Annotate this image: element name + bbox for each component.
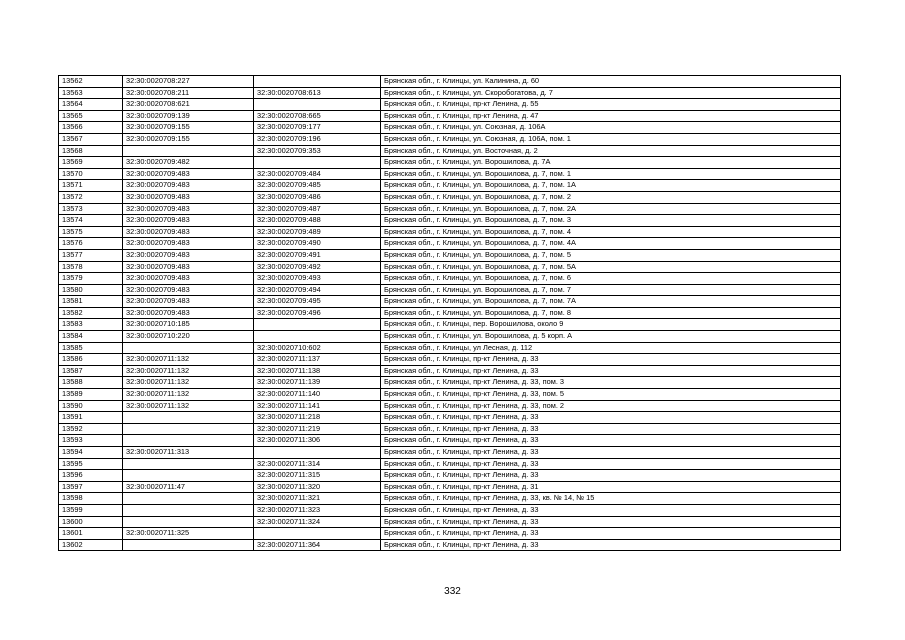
parcel-number-cell: 32:30:0020711:132	[123, 389, 254, 401]
table-row	[59, 87, 841, 99]
parcel-number-cell	[123, 470, 254, 482]
object-number-cell: 32:30:0020709:487	[254, 203, 381, 215]
parcel-number-cell: 32:30:0020710:185	[123, 319, 254, 331]
row-number-cell: 13595	[59, 458, 123, 470]
object-number-cell: 32:30:0020711:323	[254, 504, 381, 516]
table-row	[59, 307, 841, 319]
parcel-number-cell	[123, 435, 254, 447]
table-row	[59, 203, 841, 215]
row-number-cell: 13597	[59, 481, 123, 493]
row-number-cell: 13575	[59, 226, 123, 238]
table-row	[59, 400, 841, 412]
object-number-cell	[254, 447, 381, 459]
parcel-number-cell	[123, 423, 254, 435]
object-number-cell: 32:30:0020711:137	[254, 354, 381, 366]
table-row	[59, 261, 841, 273]
table-row	[59, 493, 841, 505]
object-number-cell: 32:30:0020708:665	[254, 110, 381, 122]
row-number-cell: 13599	[59, 504, 123, 516]
table-row	[59, 365, 841, 377]
registry-table	[58, 75, 841, 551]
address-cell: Брянская обл., г. Клинцы, ул. Ворошилова, д. 7, пом. 7	[381, 284, 841, 296]
parcel-number-cell: 32:30:0020709:483	[123, 180, 254, 192]
table-row	[59, 168, 841, 180]
table-row	[59, 470, 841, 482]
row-number-cell: 13583	[59, 319, 123, 331]
address-cell: Брянская обл., г. Клинцы, ул. Скоробогатова, д. 7	[381, 87, 841, 99]
parcel-number-cell: 32:30:0020711:132	[123, 377, 254, 389]
address-cell: Брянская обл., г. Клинцы, ул. Ворошилова, д. 7, пом. 8	[381, 307, 841, 319]
row-number-cell: 13584	[59, 331, 123, 343]
object-number-cell	[254, 331, 381, 343]
row-number-cell: 13563	[59, 87, 123, 99]
address-cell: Брянская обл., г. Клинцы, ул. Ворошилова, д. 7, пом. 5	[381, 249, 841, 261]
object-number-cell: 32:30:0020711:315	[254, 470, 381, 482]
parcel-number-cell: 32:30:0020711:47	[123, 481, 254, 493]
address-cell: Брянская обл., г. Клинцы, пр-кт Ленина, д. 33	[381, 447, 841, 459]
parcel-number-cell: 32:30:0020710:220	[123, 331, 254, 343]
address-cell: Брянская обл., г. Клинцы, ул. Ворошилова, д. 7, пом. 3	[381, 215, 841, 227]
object-number-cell	[254, 76, 381, 88]
table-row	[59, 99, 841, 111]
object-number-cell	[254, 157, 381, 169]
object-number-cell: 32:30:0020711:320	[254, 481, 381, 493]
object-number-cell: 32:30:0020711:218	[254, 412, 381, 424]
parcel-number-cell: 32:30:0020709:483	[123, 191, 254, 203]
row-number-cell: 13593	[59, 435, 123, 447]
parcel-number-cell: 32:30:0020709:483	[123, 203, 254, 215]
row-number-cell: 13602	[59, 539, 123, 551]
row-number-cell: 13582	[59, 307, 123, 319]
table-row	[59, 342, 841, 354]
row-number-cell: 13588	[59, 377, 123, 389]
address-cell: Брянская обл., г. Клинцы, пр-кт Ленина, д. 31	[381, 481, 841, 493]
table-row	[59, 122, 841, 134]
row-number-cell: 13565	[59, 110, 123, 122]
address-cell: Брянская обл., г. Клинцы, ул Лесная, д. 112	[381, 342, 841, 354]
parcel-number-cell: 32:30:0020709:483	[123, 261, 254, 273]
parcel-number-cell: 32:30:0020709:483	[123, 249, 254, 261]
page-number: 332	[444, 586, 461, 597]
object-number-cell: 32:30:0020711:139	[254, 377, 381, 389]
row-number-cell: 13572	[59, 191, 123, 203]
object-number-cell: 32:30:0020709:493	[254, 273, 381, 285]
parcel-number-cell: 32:30:0020709:483	[123, 168, 254, 180]
address-cell: Брянская обл., г. Клинцы, ул. Ворошилова, д. 7, пом. 4	[381, 226, 841, 238]
address-cell: Брянская обл., г. Клинцы, пр-кт Ленина, д. 33, пом. 5	[381, 389, 841, 401]
row-number-cell: 13591	[59, 412, 123, 424]
parcel-number-cell: 32:30:0020711:313	[123, 447, 254, 459]
table-row	[59, 354, 841, 366]
table-row	[59, 145, 841, 157]
table-row	[59, 180, 841, 192]
object-number-cell: 32:30:0020711:324	[254, 516, 381, 528]
object-number-cell: 32:30:0020711:364	[254, 539, 381, 551]
table-row	[59, 76, 841, 88]
parcel-number-cell	[123, 539, 254, 551]
table-row	[59, 539, 841, 551]
table-row	[59, 528, 841, 540]
address-cell: Брянская обл., г. Клинцы, пр-кт Ленина, д. 33	[381, 470, 841, 482]
address-cell: Брянская обл., г. Клинцы, ул. Союзная, д. 106А	[381, 122, 841, 134]
row-number-cell: 13585	[59, 342, 123, 354]
address-cell: Брянская обл., г. Клинцы, пр-кт Ленина, д. 47	[381, 110, 841, 122]
row-number-cell: 13562	[59, 76, 123, 88]
row-number-cell: 13590	[59, 400, 123, 412]
address-cell: Брянская обл., г. Клинцы, пр-кт Ленина, д. 33	[381, 412, 841, 424]
object-number-cell: 32:30:0020711:138	[254, 365, 381, 377]
address-cell: Брянская обл., г. Клинцы, пр-кт Ленина, д. 33, пом. 2	[381, 400, 841, 412]
row-number-cell: 13578	[59, 261, 123, 273]
object-number-cell: 32:30:0020709:353	[254, 145, 381, 157]
object-number-cell	[254, 528, 381, 540]
parcel-number-cell: 32:30:0020711:132	[123, 400, 254, 412]
table-row	[59, 331, 841, 343]
object-number-cell: 32:30:0020709:196	[254, 133, 381, 145]
parcel-number-cell: 32:30:0020709:483	[123, 273, 254, 285]
table-row	[59, 191, 841, 203]
object-number-cell	[254, 319, 381, 331]
object-number-cell: 32:30:0020709:488	[254, 215, 381, 227]
address-cell: Брянская обл., г. Клинцы, ул. Ворошилова, д. 7, пом. 4А	[381, 238, 841, 250]
row-number-cell: 13577	[59, 249, 123, 261]
object-number-cell: 32:30:0020709:485	[254, 180, 381, 192]
object-number-cell: 32:30:0020709:486	[254, 191, 381, 203]
table-row	[59, 447, 841, 459]
address-cell: Брянская обл., г. Клинцы, пр-кт Ленина, д. 55	[381, 99, 841, 111]
parcel-number-cell: 32:30:0020709:483	[123, 307, 254, 319]
table-row	[59, 516, 841, 528]
address-cell: Брянская обл., г. Клинцы, ул. Ворошилова, д. 7, пом. 1	[381, 168, 841, 180]
parcel-number-cell: 32:30:0020711:325	[123, 528, 254, 540]
row-number-cell: 13580	[59, 284, 123, 296]
address-cell: Брянская обл., г. Клинцы, пр-кт Ленина, д. 33, кв. № 14, № 15	[381, 493, 841, 505]
address-cell: Брянская обл., г. Клинцы, ул. Ворошилова, д. 7, пом. 2А	[381, 203, 841, 215]
row-number-cell: 13568	[59, 145, 123, 157]
address-cell: Брянская обл., г. Клинцы, пр-кт Ленина, д. 33	[381, 435, 841, 447]
parcel-number-cell	[123, 412, 254, 424]
parcel-number-cell: 32:30:0020709:482	[123, 157, 254, 169]
parcel-number-cell: 32:30:0020708:227	[123, 76, 254, 88]
address-cell: Брянская обл., г. Клинцы, ул. Ворошилова, д. 7, пом. 2	[381, 191, 841, 203]
object-number-cell: 32:30:0020709:490	[254, 238, 381, 250]
table-row	[59, 423, 841, 435]
row-number-cell: 13571	[59, 180, 123, 192]
row-number-cell: 13600	[59, 516, 123, 528]
address-cell: Брянская обл., г. Клинцы, пр-кт Ленина, д. 33	[381, 354, 841, 366]
row-number-cell: 13592	[59, 423, 123, 435]
address-cell: Брянская обл., г. Клинцы, пер. Ворошилова, около 9	[381, 319, 841, 331]
object-number-cell: 32:30:0020711:141	[254, 400, 381, 412]
address-cell: Брянская обл., г. Клинцы, ул. Ворошилова, д. 7А	[381, 157, 841, 169]
table-row	[59, 110, 841, 122]
object-number-cell: 32:30:0020711:140	[254, 389, 381, 401]
table-row	[59, 435, 841, 447]
address-cell: Брянская обл., г. Клинцы, ул. Ворошилова, д. 7, пом. 5А	[381, 261, 841, 273]
object-number-cell: 32:30:0020708:613	[254, 87, 381, 99]
address-cell: Брянская обл., г. Клинцы, пр-кт Ленина, д. 33, пом. 3	[381, 377, 841, 389]
table-row	[59, 157, 841, 169]
table-row	[59, 273, 841, 285]
row-number-cell: 13564	[59, 99, 123, 111]
row-number-cell: 13570	[59, 168, 123, 180]
object-number-cell: 32:30:0020709:489	[254, 226, 381, 238]
row-number-cell: 13576	[59, 238, 123, 250]
parcel-number-cell	[123, 516, 254, 528]
object-number-cell: 32:30:0020709:177	[254, 122, 381, 134]
table-row	[59, 284, 841, 296]
object-number-cell: 32:30:0020711:321	[254, 493, 381, 505]
parcel-number-cell	[123, 504, 254, 516]
row-number-cell: 13601	[59, 528, 123, 540]
object-number-cell	[254, 99, 381, 111]
table-row	[59, 458, 841, 470]
parcel-number-cell: 32:30:0020711:132	[123, 354, 254, 366]
address-cell: Брянская обл., г. Клинцы, пр-кт Ленина, д. 33	[381, 458, 841, 470]
parcel-number-cell: 32:30:0020709:155	[123, 122, 254, 134]
address-cell: Брянская обл., г. Клинцы, ул. Ворошилова, д. 7, пом. 1А	[381, 180, 841, 192]
object-number-cell: 32:30:0020709:492	[254, 261, 381, 273]
parcel-number-cell	[123, 145, 254, 157]
address-cell: Брянская обл., г. Клинцы, ул. Союзная, д. 106А, пом. 1	[381, 133, 841, 145]
address-cell: Брянская обл., г. Клинцы, ул. Ворошилова, д. 7, пом. 7А	[381, 296, 841, 308]
parcel-number-cell	[123, 458, 254, 470]
row-number-cell: 13569	[59, 157, 123, 169]
object-number-cell: 32:30:0020711:306	[254, 435, 381, 447]
object-number-cell: 32:30:0020709:491	[254, 249, 381, 261]
object-number-cell: 32:30:0020709:494	[254, 284, 381, 296]
object-number-cell: 32:30:0020709:496	[254, 307, 381, 319]
table-row	[59, 412, 841, 424]
parcel-number-cell	[123, 342, 254, 354]
registry-table-body	[59, 76, 841, 551]
row-number-cell: 13566	[59, 122, 123, 134]
object-number-cell: 32:30:0020710:602	[254, 342, 381, 354]
address-cell: Брянская обл., г. Клинцы, ул. Калинина, д. 60	[381, 76, 841, 88]
parcel-number-cell: 32:30:0020709:483	[123, 215, 254, 227]
table-row	[59, 133, 841, 145]
row-number-cell: 13589	[59, 389, 123, 401]
address-cell: Брянская обл., г. Клинцы, пр-кт Ленина, д. 33	[381, 539, 841, 551]
parcel-number-cell: 32:30:0020709:155	[123, 133, 254, 145]
address-cell: Брянская обл., г. Клинцы, пр-кт Ленина, д. 33	[381, 516, 841, 528]
parcel-number-cell: 32:30:0020708:211	[123, 87, 254, 99]
row-number-cell: 13587	[59, 365, 123, 377]
parcel-number-cell: 32:30:0020709:483	[123, 284, 254, 296]
address-cell: Брянская обл., г. Клинцы, пр-кт Ленина, д. 33	[381, 365, 841, 377]
row-number-cell: 13579	[59, 273, 123, 285]
row-number-cell: 13567	[59, 133, 123, 145]
address-cell: Брянская обл., г. Клинцы, ул. Ворошилова, д. 7, пом. 6	[381, 273, 841, 285]
table-row	[59, 238, 841, 250]
object-number-cell: 32:30:0020711:219	[254, 423, 381, 435]
address-cell: Брянская обл., г. Клинцы, пр-кт Ленина, д. 33	[381, 504, 841, 516]
row-number-cell: 13598	[59, 493, 123, 505]
table-row	[59, 377, 841, 389]
parcel-number-cell	[123, 493, 254, 505]
table-row	[59, 481, 841, 493]
row-number-cell: 13586	[59, 354, 123, 366]
address-cell: Брянская обл., г. Клинцы, ул. Ворошилова, д. 5 корп. А	[381, 331, 841, 343]
row-number-cell: 13596	[59, 470, 123, 482]
parcel-number-cell: 32:30:0020709:139	[123, 110, 254, 122]
parcel-number-cell: 32:30:0020709:483	[123, 296, 254, 308]
parcel-number-cell: 32:30:0020709:483	[123, 238, 254, 250]
row-number-cell: 13581	[59, 296, 123, 308]
address-cell: Брянская обл., г. Клинцы, ул. Восточная, д. 2	[381, 145, 841, 157]
parcel-number-cell: 32:30:0020708:621	[123, 99, 254, 111]
object-number-cell: 32:30:0020709:495	[254, 296, 381, 308]
table-row	[59, 389, 841, 401]
table-row	[59, 249, 841, 261]
row-number-cell: 13573	[59, 203, 123, 215]
address-cell: Брянская обл., г. Клинцы, пр-кт Ленина, д. 33	[381, 528, 841, 540]
object-number-cell: 32:30:0020711:314	[254, 458, 381, 470]
parcel-number-cell: 32:30:0020711:132	[123, 365, 254, 377]
row-number-cell: 13594	[59, 447, 123, 459]
parcel-number-cell: 32:30:0020709:483	[123, 226, 254, 238]
address-cell: Брянская обл., г. Клинцы, пр-кт Ленина, д. 33	[381, 423, 841, 435]
table-row	[59, 504, 841, 516]
table-row	[59, 296, 841, 308]
table-row	[59, 215, 841, 227]
table-row	[59, 226, 841, 238]
object-number-cell: 32:30:0020709:484	[254, 168, 381, 180]
row-number-cell: 13574	[59, 215, 123, 227]
table-row	[59, 319, 841, 331]
